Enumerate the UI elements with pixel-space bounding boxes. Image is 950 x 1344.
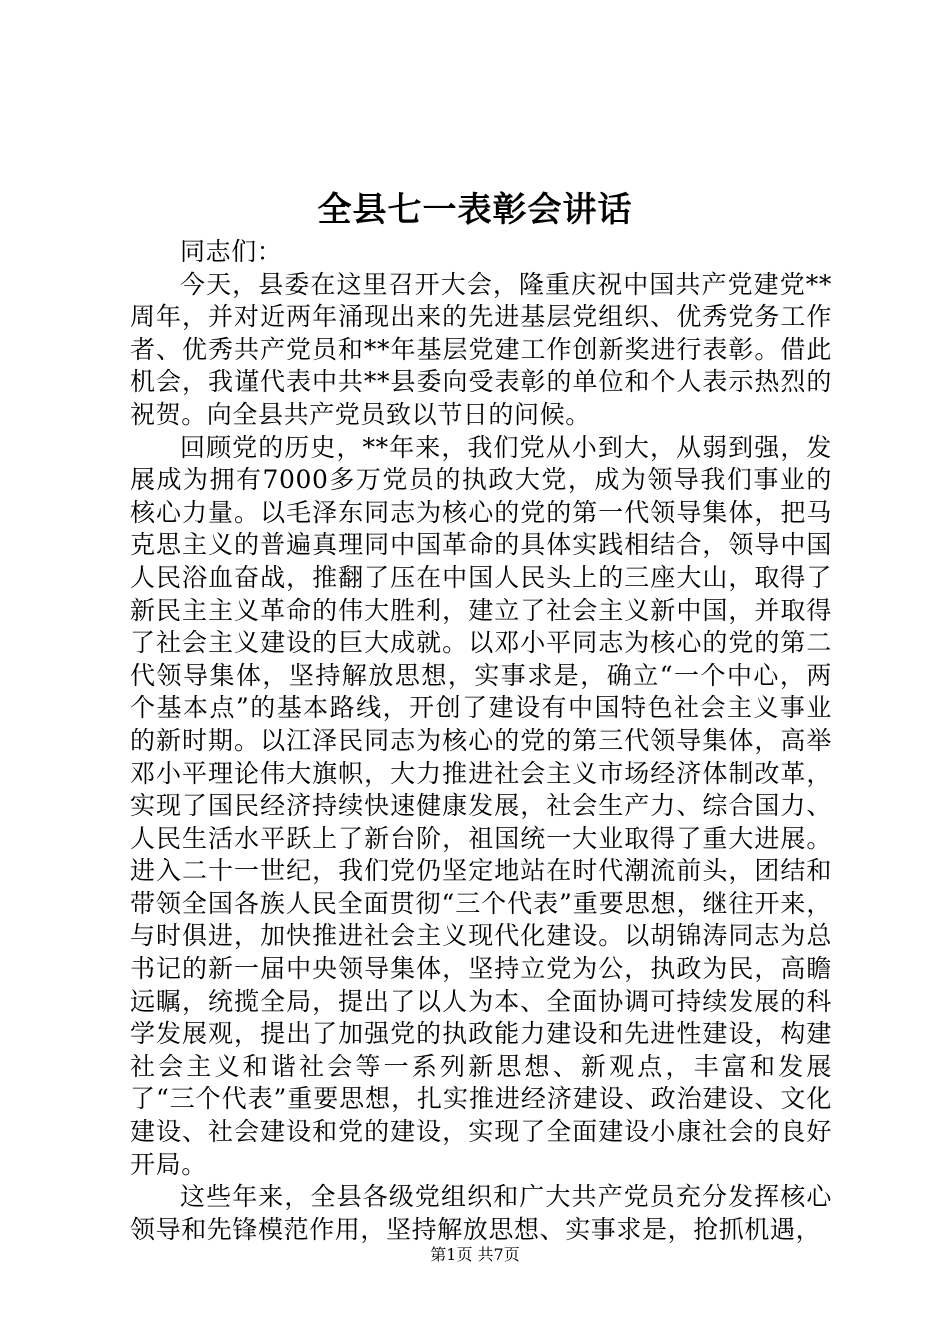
body-paragraph: 今天，县委在这里召开大会，隆重庆祝中国共产党建党**周年，并对近两年涌现出来的先进基层党组织、优秀党务工作者、优秀共产党员和**年基层党建工作创新奖进行表彰。借此机会，我谨代表中共**县委向受表彰的单位和个人表示热烈的祝贺。向全县共产党员致以节日的问候。 [130,269,832,429]
body-paragraph: 回顾党的历史，**年来，我们党从小到大，从弱到强，发展成为拥有7000多万党员的执政大党，成为领导我们事业的核心力量。以毛泽东同志为核心的党的第一代领导集体，把马克思主义的普遍真理同中国革命的具体实践相结合，领导中国人民浴血奋战，推翻了压在中国人民头上的三座大山，取得了新民主主义革命的伟大胜利，建立了社会主义新中国，并取得了社会主义建设的巨大成就。以邓小平同志为核心的党的第二代领导集体，坚持解放思想，实事求是，确立“一个中心，两个基本点”的基本路线，开创了建设有中国特色社会主义事业的新时期。以江泽民同志为核心的党的第三代领导集体，高举邓小平理论伟大旗帜，大力推进社会主义市场经济体制改革，实现了国民经济持续快速健康发展，社会生产力、综合国力、人民生活水平跃上了新台阶，祖国统一大业取得了重大进展。进入二十一世纪，我们党仍坚定地站在时代潮流前头，团结和带领全国各族人民全面贯彻“三个代表”重要思想，继往开来，与时俱进，加快推进社会主义现代化建设。以胡锦涛同志为总书记的新一届中央领导集体，坚持立党为公，执政为民，高瞻远瞩，统揽全局，提出了以人为本、全面协调可持续发展的科学发展观，提出了加强党的执政能力建设和先进性建设，构建社会主义和谐社会等一系列新思想、新观点，丰富和发展了“三个代表”重要思想，扎实推进经济建设、政治建设、文化建设、社会建设和党的建设，实现了全面建设小康社会的良好开局。 [130,432,832,1179]
salutation-paragraph: 同志们： [180,237,283,266]
body-paragraph: 这些年来，全县各级党组织和广大共产党员充分发挥核心领导和先锋模范作用，坚持解放思想、实事求是，抢抓机遇， [130,1182,832,1244]
document-body [130,236,832,1246]
page-number-footer: 第1页 共7页 [430,1245,520,1264]
page-title: 全县七一表彰会讲话 [317,190,633,230]
